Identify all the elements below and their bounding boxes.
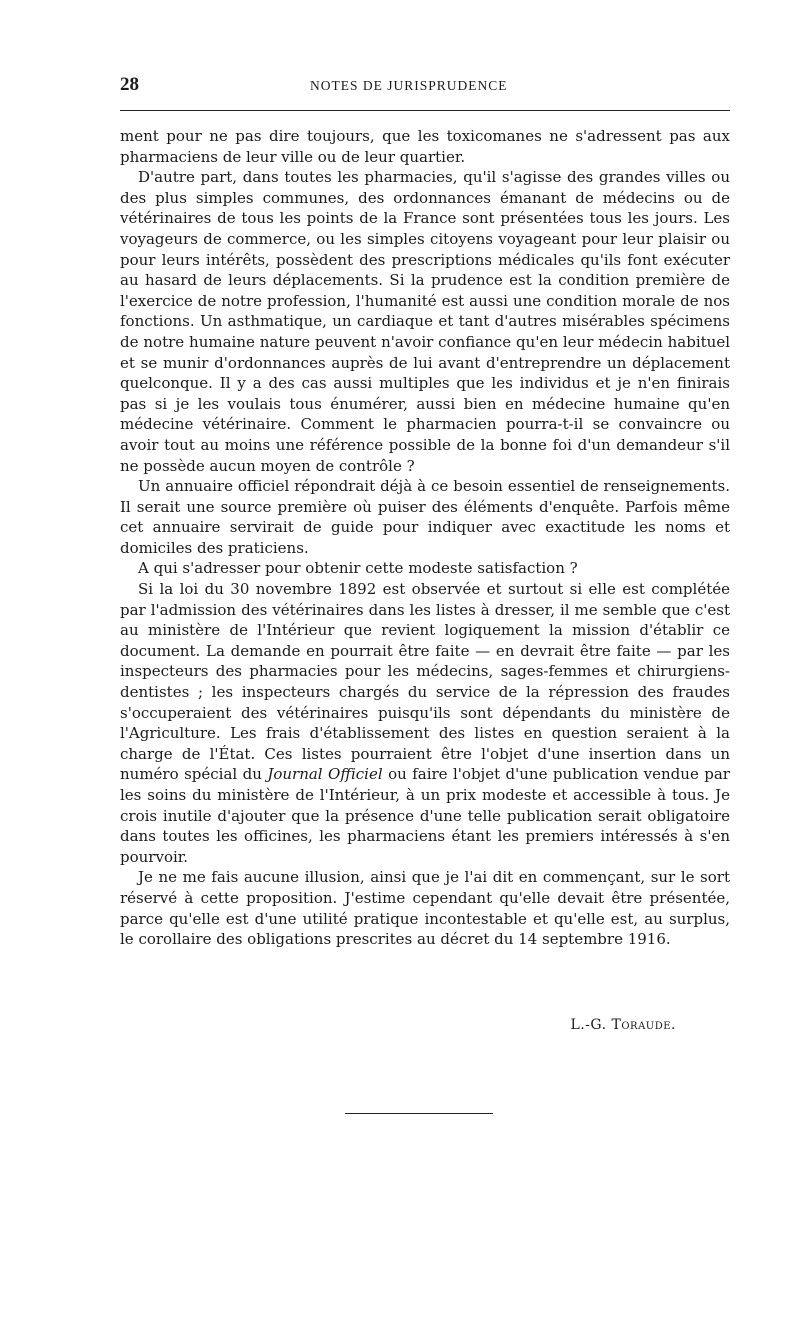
paragraph-pharmacies: D'autre part, dans toutes les pharmacies, qu'il s'agisse des grandes villes ou des plus simples communes, des ordonnances émanant de médecins ou de vétérinaires de tous les points de la France sont présentées tous les jours. Les voyageurs de commerce, ou les simples citoyens voyageant pour leur plaisir ou pour leurs intérêts, possèdent des prescriptions médicales qu'ils font exécuter au hasard de leurs déplacements. Si la prudence est la condition première de l'exercice de notre profession, l'humanité est aussi une condition morale de nos fonctions. Un asthmatique, un cardiaque et tant d'autres misérables spécimens de notre humaine nature peuvent n'avoir confiance qu'en leur médecin habituel et se munir d'ordonnances auprès de lui avant d'entreprendre un déplacement quelconque. Il y a des cas aussi multiples que les individus et je n'en finirais pas si je les voulais tous énumérer, aussi bien en médecine humaine qu'en médecine vétérinaire. Comment le pharmacien pourra-t-il se convaincre ou avoir tout au moins une référence possible de la bonne foi d'un demandeur s'il ne possède aucun moyen de contrôle ? <box>120 168 730 475</box>
paragraph-continuation: ment pour ne pas dire toujours, que les toxicomanes ne s'adressent pas aux pharmaciens de leur ville ou de leur quartier. <box>120 127 730 166</box>
journal-officiel-title: Journal Officiel <box>267 765 383 784</box>
paragraph-conclusion: Je ne me fais aucune illusion, ainsi que je l'ai dit en commençant, sur le sort réservé à cette proposition. J'estime cependant qu'elle devait être présentée, parce qu'elle est d'une utilité pratique incontestable et qu'elle est, au surplus, le corollaire des obligations prescrites au décret du 14 septembre 1916. <box>120 868 730 949</box>
signature-initials: L.-G. <box>570 1017 607 1033</box>
running-head: NOTES DE JURISPRUDENCE <box>310 78 508 93</box>
paragraph-loi-1892-part2: ou faire l'objet d'une publication vendue par les soins du ministère de l'Intérieur, à un prix modeste et accessible à tous. Je crois inutile d'ajouter que la présence d'une telle publication serait obligatoire dans toutes les officines, les pharmaciens étant les premiers intéressés à s'en pourvoir. <box>120 765 730 866</box>
end-rule <box>345 1113 493 1114</box>
page-number: 28 <box>120 74 139 95</box>
page-header <box>120 70 730 100</box>
document-page <box>120 70 730 1033</box>
header-rule <box>120 110 730 111</box>
paragraph-question: A qui s'adresser pour obtenir cette modeste satisfaction ? <box>138 559 578 578</box>
author-signature <box>570 1017 676 1033</box>
paragraph-loi-1892-part1: Si la loi du 30 novembre 1892 est observée et surtout si elle est complétée par l'admission des vétérinaires dans les listes à dresser, il me semble que c'est au ministère de l'Intérieur que revient logiquement la mission d'établir ce document. La demande en pourrait être faite — en devrait être faite — par les inspecteurs des pharmacies pour les médecins, sages-femmes et chirurgiens-dentistes ; les inspecteurs chargés du service de la répression des fraudes s'occuperaient des vétérinaires puisqu'ils sont dépendants du ministère de l'Agriculture. Les frais d'établissement des listes en question seraient à la charge de l'État. Ces listes pourraient être l'objet d'une insertion dans un numéro spécial du <box>120 580 730 784</box>
paragraph-loi-1892 <box>120 579 730 867</box>
paragraph-annuaire: Un annuaire officiel répondrait déjà à ce besoin essentiel de renseignements. Il serait une source première où puiser des éléments d'enquête. Parfois même cet annuaire servirait de guide pour indiquer avec exactitude les noms et domiciles des praticiens. <box>120 477 730 557</box>
article-body <box>120 126 730 950</box>
signature-surname: Toraude. <box>611 1017 676 1033</box>
